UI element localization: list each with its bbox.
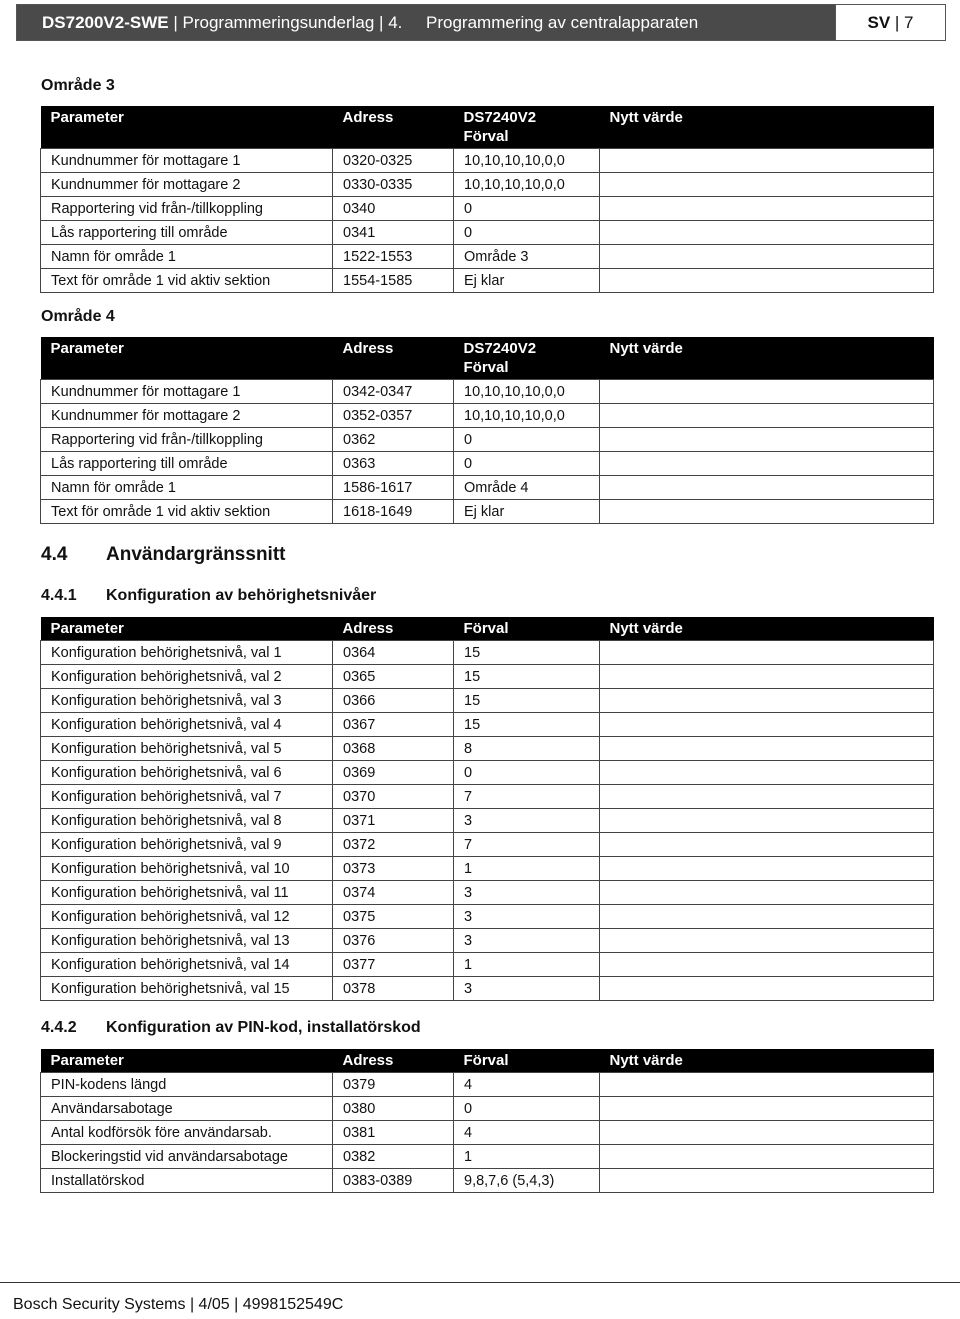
cell-address: 0367 bbox=[333, 713, 454, 737]
cell-address: 0365 bbox=[333, 665, 454, 689]
table-row bbox=[41, 404, 934, 428]
cell-parameter: Användarsabotage bbox=[41, 1097, 333, 1121]
cell-address: 0341 bbox=[333, 221, 454, 245]
cell-new-value bbox=[600, 761, 934, 785]
section-4-4-heading bbox=[41, 544, 285, 566]
cell-parameter: Lås rapportering till område bbox=[41, 452, 333, 476]
cell-parameter: Antal kodförsök före användarsab. bbox=[41, 1121, 333, 1145]
cell-default: Område 3 bbox=[454, 245, 600, 269]
cell-parameter: Konfiguration behörighetsnivå, val 5 bbox=[41, 737, 333, 761]
col-header-default bbox=[454, 106, 600, 149]
table-row bbox=[41, 1121, 934, 1145]
cell-address: 0369 bbox=[333, 761, 454, 785]
page-number: 7 bbox=[904, 12, 914, 32]
col-header-new-value: Nytt värde bbox=[600, 106, 934, 149]
cell-default: 15 bbox=[454, 641, 600, 665]
section-title: Konfiguration av PIN-kod, installatörskod bbox=[106, 1019, 421, 1036]
language-code: SV bbox=[867, 12, 891, 32]
col-header-model: DS7240V2 bbox=[463, 109, 537, 126]
col-header-default-sub: Förval bbox=[463, 359, 509, 376]
cell-address: 0380 bbox=[333, 1097, 454, 1121]
cell-address: 0372 bbox=[333, 833, 454, 857]
cell-default: 4 bbox=[454, 1073, 600, 1097]
cell-parameter: Konfiguration behörighetsnivå, val 4 bbox=[41, 713, 333, 737]
cell-default: 10,10,10,10,0,0 bbox=[454, 404, 600, 428]
cell-new-value bbox=[600, 1073, 934, 1097]
cell-new-value bbox=[600, 689, 934, 713]
cell-address: 0340 bbox=[333, 197, 454, 221]
table-row bbox=[41, 929, 934, 953]
cell-parameter: Konfiguration behörighetsnivå, val 1 bbox=[41, 641, 333, 665]
cell-default: 0 bbox=[454, 221, 600, 245]
cell-parameter: Konfiguration behörighetsnivå, val 12 bbox=[41, 905, 333, 929]
pin-code-table bbox=[40, 1049, 934, 1193]
table-row bbox=[41, 977, 934, 1001]
cell-address: 0368 bbox=[333, 737, 454, 761]
chapter-title: Programmering av centralapparaten bbox=[426, 12, 699, 32]
cell-address: 1618-1649 bbox=[333, 500, 454, 524]
product-name: DS7200V2-SWE bbox=[42, 12, 169, 32]
section-number: 4.4.1 bbox=[41, 587, 77, 604]
cell-parameter: Kundnummer för mottagare 2 bbox=[41, 404, 333, 428]
table-header-row bbox=[41, 337, 934, 380]
cell-default: 10,10,10,10,0,0 bbox=[454, 380, 600, 404]
cell-new-value bbox=[600, 269, 934, 293]
access-levels-rows bbox=[41, 641, 934, 1001]
table-row bbox=[41, 173, 934, 197]
cell-parameter: Text för område 1 vid aktiv sektion bbox=[41, 269, 333, 293]
cell-new-value bbox=[600, 1169, 934, 1193]
table-header-row bbox=[41, 106, 934, 149]
table-row bbox=[41, 809, 934, 833]
cell-default: 10,10,10,10,0,0 bbox=[454, 149, 600, 173]
area-3-title: Område 3 bbox=[41, 77, 115, 94]
cell-new-value bbox=[600, 833, 934, 857]
cell-default: 0 bbox=[454, 428, 600, 452]
cell-parameter: Namn för område 1 bbox=[41, 476, 333, 500]
table-row bbox=[41, 500, 934, 524]
cell-default: 8 bbox=[454, 737, 600, 761]
cell-address: 0375 bbox=[333, 905, 454, 929]
table-row bbox=[41, 857, 934, 881]
cell-new-value bbox=[600, 404, 934, 428]
cell-address: 0366 bbox=[333, 689, 454, 713]
cell-address: 0377 bbox=[333, 953, 454, 977]
cell-new-value bbox=[600, 881, 934, 905]
cell-parameter: Rapportering vid från-/tillkoppling bbox=[41, 197, 333, 221]
cell-address: 0373 bbox=[333, 857, 454, 881]
cell-address: 0378 bbox=[333, 977, 454, 1001]
col-header-default-sub: Förval bbox=[463, 128, 509, 145]
cell-parameter: Konfiguration behörighetsnivå, val 7 bbox=[41, 785, 333, 809]
page-number-box: SV | 7 bbox=[835, 5, 945, 40]
col-header-default bbox=[454, 337, 600, 380]
section-title: Användargränssnitt bbox=[106, 544, 286, 565]
col-header-new-value: Nytt värde bbox=[600, 337, 934, 380]
table-row bbox=[41, 1097, 934, 1121]
page-header bbox=[16, 4, 946, 41]
cell-default: 7 bbox=[454, 785, 600, 809]
cell-new-value bbox=[600, 953, 934, 977]
cell-new-value bbox=[600, 641, 934, 665]
table-row bbox=[41, 713, 934, 737]
cell-parameter: Namn för område 1 bbox=[41, 245, 333, 269]
cell-address: 0381 bbox=[333, 1121, 454, 1145]
cell-default: 4 bbox=[454, 1121, 600, 1145]
table-row bbox=[41, 476, 934, 500]
footer-date: 4/05 bbox=[198, 1296, 230, 1313]
table-row bbox=[41, 428, 934, 452]
cell-new-value bbox=[600, 149, 934, 173]
cell-default: 3 bbox=[454, 881, 600, 905]
col-header-parameter: Parameter bbox=[41, 617, 333, 641]
table-row bbox=[41, 641, 934, 665]
cell-parameter: Konfiguration behörighetsnivå, val 11 bbox=[41, 881, 333, 905]
section-number: 4.4 bbox=[41, 544, 68, 565]
col-header-new-value: Nytt värde bbox=[600, 1049, 934, 1073]
cell-address: 0371 bbox=[333, 809, 454, 833]
footer-doc-number: 4998152549C bbox=[242, 1296, 344, 1313]
cell-new-value bbox=[600, 737, 934, 761]
table-row bbox=[41, 197, 934, 221]
table-row bbox=[41, 905, 934, 929]
table-header-row bbox=[41, 1049, 934, 1073]
col-header-address: Adress bbox=[333, 106, 454, 149]
cell-parameter: Lås rapportering till område bbox=[41, 221, 333, 245]
cell-default: 0 bbox=[454, 761, 600, 785]
cell-parameter: Konfiguration behörighetsnivå, val 6 bbox=[41, 761, 333, 785]
cell-parameter: Konfiguration behörighetsnivå, val 2 bbox=[41, 665, 333, 689]
cell-parameter: Konfiguration behörighetsnivå, val 14 bbox=[41, 953, 333, 977]
cell-default: 3 bbox=[454, 809, 600, 833]
cell-parameter: Konfiguration behörighetsnivå, val 10 bbox=[41, 857, 333, 881]
cell-address: 0383-0389 bbox=[333, 1169, 454, 1193]
cell-parameter: Kundnummer för mottagare 1 bbox=[41, 149, 333, 173]
cell-new-value bbox=[600, 857, 934, 881]
col-header-address: Adress bbox=[333, 337, 454, 380]
chapter-number: 4. bbox=[388, 12, 403, 32]
table-row bbox=[41, 785, 934, 809]
cell-default: Ej klar bbox=[454, 500, 600, 524]
cell-default: 15 bbox=[454, 713, 600, 737]
cell-address: 0376 bbox=[333, 929, 454, 953]
col-header-default: Förval bbox=[454, 1049, 600, 1073]
access-levels-table bbox=[40, 617, 934, 1001]
table-row bbox=[41, 737, 934, 761]
cell-address: 0379 bbox=[333, 1073, 454, 1097]
doc-name: Programmeringsunderlag bbox=[182, 12, 375, 32]
cell-new-value bbox=[600, 785, 934, 809]
table-row bbox=[41, 881, 934, 905]
area-4-table bbox=[40, 337, 934, 524]
table-row bbox=[41, 833, 934, 857]
cell-new-value bbox=[600, 245, 934, 269]
cell-parameter: Konfiguration behörighetsnivå, val 15 bbox=[41, 977, 333, 1001]
cell-parameter: Konfiguration behörighetsnivå, val 3 bbox=[41, 689, 333, 713]
cell-new-value bbox=[600, 1097, 934, 1121]
cell-address: 0352-0357 bbox=[333, 404, 454, 428]
cell-parameter: Rapportering vid från-/tillkoppling bbox=[41, 428, 333, 452]
cell-parameter: Kundnummer för mottagare 2 bbox=[41, 173, 333, 197]
table-row bbox=[41, 1169, 934, 1193]
section-title: Konfiguration av behörighetsnivåer bbox=[106, 587, 377, 604]
col-header-address: Adress bbox=[333, 617, 454, 641]
col-header-address: Adress bbox=[333, 1049, 454, 1073]
col-header-parameter: Parameter bbox=[41, 337, 333, 380]
table-row bbox=[41, 1073, 934, 1097]
cell-address: 1554-1585 bbox=[333, 269, 454, 293]
col-header-parameter: Parameter bbox=[41, 106, 333, 149]
cell-default: 10,10,10,10,0,0 bbox=[454, 173, 600, 197]
cell-default: 0 bbox=[454, 452, 600, 476]
cell-default: 0 bbox=[454, 197, 600, 221]
table-header-row bbox=[41, 617, 934, 641]
pin-code-rows bbox=[41, 1073, 934, 1193]
cell-address: 1522-1553 bbox=[333, 245, 454, 269]
cell-parameter: Konfiguration behörighetsnivå, val 9 bbox=[41, 833, 333, 857]
cell-parameter: Blockeringstid vid användarsabotage bbox=[41, 1145, 333, 1169]
col-header-model: DS7240V2 bbox=[463, 340, 537, 357]
cell-new-value bbox=[600, 380, 934, 404]
cell-new-value bbox=[600, 1145, 934, 1169]
cell-parameter: PIN-kodens längd bbox=[41, 1073, 333, 1097]
cell-address: 0330-0335 bbox=[333, 173, 454, 197]
cell-address: 0382 bbox=[333, 1145, 454, 1169]
cell-default: 3 bbox=[454, 905, 600, 929]
cell-default: 15 bbox=[454, 689, 600, 713]
area-4-rows bbox=[41, 380, 934, 524]
cell-parameter: Kundnummer för mottagare 1 bbox=[41, 380, 333, 404]
table-row bbox=[41, 149, 934, 173]
table-row bbox=[41, 221, 934, 245]
table-row bbox=[41, 452, 934, 476]
cell-new-value bbox=[600, 1121, 934, 1145]
cell-new-value bbox=[600, 452, 934, 476]
cell-default: Ej klar bbox=[454, 269, 600, 293]
cell-address: 0370 bbox=[333, 785, 454, 809]
cell-default: 3 bbox=[454, 977, 600, 1001]
cell-parameter: Konfiguration behörighetsnivå, val 8 bbox=[41, 809, 333, 833]
table-row bbox=[41, 1145, 934, 1169]
col-header-parameter: Parameter bbox=[41, 1049, 333, 1073]
table-row bbox=[41, 380, 934, 404]
footer-divider bbox=[0, 1282, 960, 1283]
cell-new-value bbox=[600, 173, 934, 197]
page-footer: Bosch Security Systems | 4/05 | 4998152549C bbox=[13, 1296, 344, 1313]
col-header-default: Förval bbox=[454, 617, 600, 641]
table-row bbox=[41, 953, 934, 977]
cell-address: 1586-1617 bbox=[333, 476, 454, 500]
cell-default: 15 bbox=[454, 665, 600, 689]
area-3-table bbox=[40, 106, 934, 293]
cell-default: 1 bbox=[454, 953, 600, 977]
cell-default: 7 bbox=[454, 833, 600, 857]
cell-parameter: Text för område 1 vid aktiv sektion bbox=[41, 500, 333, 524]
section-number: 4.4.2 bbox=[41, 1019, 77, 1036]
footer-company: Bosch Security Systems bbox=[13, 1296, 186, 1313]
cell-parameter: Konfiguration behörighetsnivå, val 13 bbox=[41, 929, 333, 953]
table-row bbox=[41, 665, 934, 689]
area-3-rows bbox=[41, 149, 934, 293]
area-4-title: Område 4 bbox=[41, 308, 115, 325]
cell-address: 0320-0325 bbox=[333, 149, 454, 173]
col-header-new-value: Nytt värde bbox=[600, 617, 934, 641]
section-4-4-1-heading bbox=[41, 587, 376, 605]
cell-new-value bbox=[600, 929, 934, 953]
cell-address: 0364 bbox=[333, 641, 454, 665]
cell-new-value bbox=[600, 197, 934, 221]
cell-default: 9,8,7,6 (5,4,3) bbox=[454, 1169, 600, 1193]
cell-address: 0374 bbox=[333, 881, 454, 905]
cell-new-value bbox=[600, 221, 934, 245]
cell-default: 1 bbox=[454, 857, 600, 881]
cell-new-value bbox=[600, 905, 934, 929]
cell-new-value bbox=[600, 500, 934, 524]
cell-new-value bbox=[600, 713, 934, 737]
cell-new-value bbox=[600, 476, 934, 500]
header-title-bar: DS7200V2-SWE | Programmeringsunderlag | 4. Programmering av centralapparaten bbox=[17, 5, 835, 40]
cell-address: 0342-0347 bbox=[333, 380, 454, 404]
cell-new-value bbox=[600, 809, 934, 833]
cell-default: Område 4 bbox=[454, 476, 600, 500]
cell-address: 0363 bbox=[333, 452, 454, 476]
cell-new-value bbox=[600, 977, 934, 1001]
cell-address: 0362 bbox=[333, 428, 454, 452]
cell-parameter: Installatörskod bbox=[41, 1169, 333, 1193]
table-row bbox=[41, 761, 934, 785]
cell-default: 0 bbox=[454, 1097, 600, 1121]
cell-new-value bbox=[600, 428, 934, 452]
section-4-4-2-heading bbox=[41, 1019, 421, 1037]
cell-new-value bbox=[600, 665, 934, 689]
table-row bbox=[41, 245, 934, 269]
cell-default: 3 bbox=[454, 929, 600, 953]
table-row bbox=[41, 269, 934, 293]
table-row bbox=[41, 689, 934, 713]
cell-default: 1 bbox=[454, 1145, 600, 1169]
